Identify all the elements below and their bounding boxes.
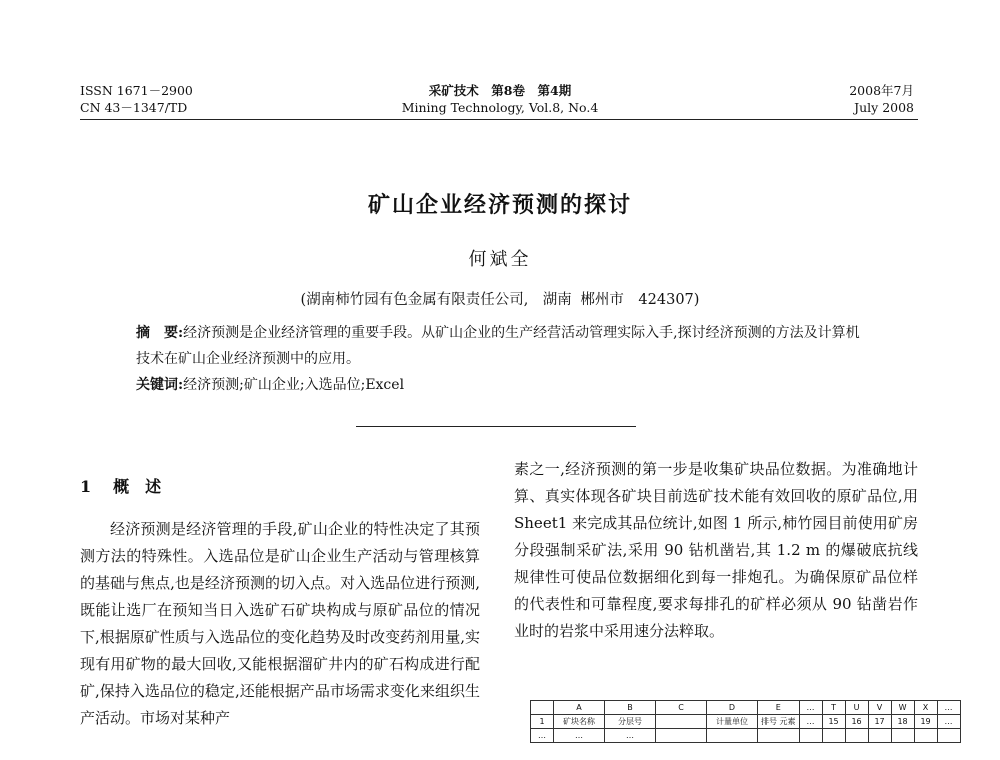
- table-cell: 计量单位: [707, 715, 758, 729]
- table-header-cell: …: [937, 701, 960, 715]
- issn: ISSN 1671－2900: [80, 83, 193, 98]
- table-header-cell: X: [914, 701, 937, 715]
- table-cell: [656, 715, 707, 729]
- figure-1-spreadsheet: [530, 700, 961, 743]
- table-header-cell: A: [554, 701, 605, 715]
- table-cell: …: [554, 729, 605, 743]
- table-header-cell: V: [868, 701, 891, 715]
- table-cell: 16: [845, 715, 868, 729]
- table-cell: 矿块名称: [554, 715, 605, 729]
- journal-date-block: [849, 82, 914, 116]
- keywords-text: 经济预测;矿山企业;入选品位;Excel: [183, 377, 405, 393]
- table-cell: [707, 729, 758, 743]
- table-cell: [822, 729, 845, 743]
- section-heading: [80, 474, 183, 497]
- table-cell: 19: [914, 715, 937, 729]
- table-cell: [656, 729, 707, 743]
- table-cell: 15: [822, 715, 845, 729]
- table-cell: …: [531, 729, 554, 743]
- table-cell: [891, 729, 914, 743]
- journal-name-en: Mining Technology, Vol.8, No.4: [401, 100, 599, 115]
- journal-name-cn: 采矿技术 第8卷 第4期: [428, 83, 572, 98]
- cn-number: CN 43－1347/TD: [80, 100, 188, 115]
- table-cell: 17: [868, 715, 891, 729]
- author-affiliation: (湖南柿竹园有色金属有限责任公司, 湖南 郴州市 424307): [300, 292, 700, 308]
- table-cell: [531, 701, 554, 715]
- table-cell: …: [799, 715, 822, 729]
- abstract-text: 经济预测是企业经济管理的重要手段。从矿山企业的生产经营活动管理实际入手,探讨经济预测的方法及计算机技术在矿山企业经济预测中的应用。: [136, 325, 860, 367]
- article-author: 何斌全: [468, 249, 532, 270]
- abstract-separator: [356, 426, 636, 427]
- table-header-cell: T: [822, 701, 845, 715]
- table-cell: 排号 元素: [758, 715, 800, 729]
- table-header-cell: W: [891, 701, 914, 715]
- table-cell: [937, 729, 960, 743]
- table-header-cell: …: [799, 701, 822, 715]
- table-cell: 分层号: [605, 715, 656, 729]
- body-right-column: 素之一,经济预测的第一步是收集矿块品位数据。为准确地计算、真实体现各矿块目前选矿技术能有效回收的原矿品位,用 Sheet1 来完成其品位统计,如图 1 所示,柿竹园目前使用矿房分段强制采矿法,采用 90 钻机凿岩,其 1.2 m 的爆破底抗线规律性可使品位数据细化到每一排炮孔。为确保原矿品位样的代表性和可靠程度,要求每排孔的矿样必须从 90 钻凿岩作业时的岩浆中采用速分法粹取。: [514, 460, 918, 640]
- table-cell: …: [937, 715, 960, 729]
- table-cell: …: [605, 729, 656, 743]
- table-header-cell: U: [845, 701, 868, 715]
- section-number: 1: [80, 477, 92, 496]
- table-cell: 1: [531, 715, 554, 729]
- table-cell: [758, 729, 800, 743]
- keywords-line: [136, 372, 866, 398]
- date-cn: 2008年7月: [849, 83, 914, 98]
- table-row: [531, 701, 961, 715]
- table-row: [531, 715, 961, 729]
- section-title: 概 述: [113, 477, 162, 496]
- table-header-cell: B: [605, 701, 656, 715]
- table-header-cell: E: [758, 701, 800, 715]
- keywords-label: 关键词:: [136, 377, 184, 393]
- table-cell: [845, 729, 868, 743]
- table-cell: [868, 729, 891, 743]
- article-title: 矿山企业经济预测的探讨: [367, 192, 632, 218]
- table-row: [531, 729, 961, 743]
- table-header-cell: C: [656, 701, 707, 715]
- date-en: July 2008: [854, 100, 914, 115]
- table-cell: [914, 729, 937, 743]
- abstract-block: [136, 320, 866, 398]
- table-cell: 18: [891, 715, 914, 729]
- table-header-cell: D: [707, 701, 758, 715]
- body-left-column: 经济预测是经济管理的手段,矿山企业的特性决定了其预测方法的特殊性。入选品位是矿山企业生产活动与管理核算的基础与焦点,也是经济预测的切入点。对入选品位进行预测,既能让选厂在预知当日入选矿石矿块构成与原矿品位的情况下,根据原矿性质与入选品位的变化趋势及时改变药剂用量,实现有用矿物的最大回收,又能根据溜矿井内的矿石构成进行配矿,保持入选品位的稳定,还能根据产品市场需求变化来组织生产活动。市场对某种产: [80, 520, 480, 727]
- abstract-label: 摘 要:: [136, 325, 184, 341]
- abstract-paragraph: [136, 320, 866, 372]
- table-cell: [799, 729, 822, 743]
- header-rule: [80, 119, 918, 120]
